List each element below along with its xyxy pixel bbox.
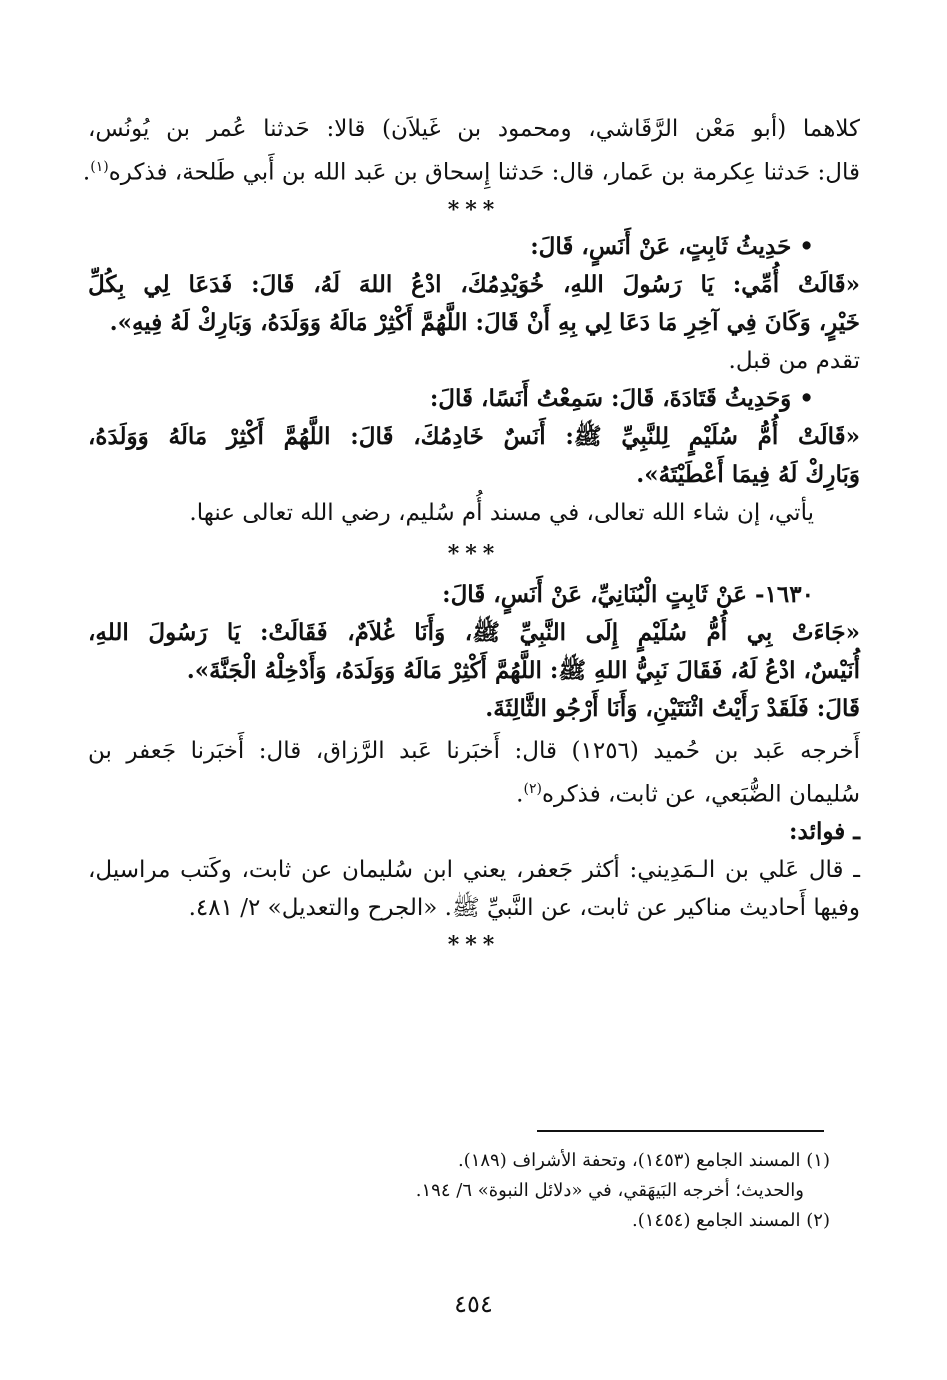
hadith-number-heading: ١٦٣٠- عَنْ ثَابِتٍ الْبُنَانِيِّ، عَنْ أَنَسٍ، قَالَ:	[442, 580, 814, 608]
hadith-heading: • حَدِيثُ ثَابِتٍ، عَنْ أَنَسٍ، قَالَ:	[530, 232, 814, 260]
footnote: والحديث؛ أخرجه البَيهَقي، في «دلائل النبوة» ٦/ ١٩٤.	[415, 1180, 804, 1201]
text-line: كلاهما (أبو مَعْن الرَّقَاشي، ومحمود بن غَيلاَن) قالا: حَدثنا عُمر بن يُونُس،	[88, 116, 860, 142]
hadith-text-line: «قَالَتْ أُمُّ سُلَيْمٍ لِلنَّبِيِّ ﷺ: أَنَسٌ خَادِمُكَ، قَالَ: اللَّهُمَّ أَكْثِرْ مَالَهُ وَوَلَدَهُ،	[88, 422, 860, 450]
section-separator: ***	[447, 932, 501, 959]
hadith-text-line: «قَالَتْ أُمِّي: يَا رَسُولَ اللهِ، خُوَيْدِمُكَ، ادْعُ اللهَ لَهُ، قَالَ: فَدَعَا لِي بِكُلِّ	[88, 270, 860, 298]
hadith-heading: • وَحَدِيثُ قَتَادَةَ، قَالَ: سَمِعْتُ أَنَسًا، قَالَ:	[429, 384, 814, 412]
text-line-body: قال: حَدثنا عِكرمة بن عَمار، قال: حَدثنا إِسحاق بن عَبد الله بن أَبي طَلحة، فذكره	[108, 159, 860, 186]
footnote-ref: (٢)	[523, 780, 542, 797]
section-separator: ***	[447, 540, 501, 567]
text-line	[82, 148, 860, 192]
footnote: (١) المسند الجامع (١٤٥٣)، وتحفة الأشراف (١٨٩).	[457, 1150, 830, 1171]
text-line: تقدم من قبل.	[728, 347, 860, 374]
hadith-text-line: خَيْرٍ، وَكَانَ فِي آخِرِ مَا دَعَا لِي بِهِ أَنْ قَالَ: اللَّهُمَّ أَكْثِرْ مَالَهُ وَوَلَدَهُ، وَبَارِكْ لَهُ فِيهِ».	[109, 308, 860, 336]
text-line-end: .	[516, 781, 524, 808]
main-text	[82, 110, 860, 963]
text-line-end: .	[82, 159, 91, 186]
text-line: ـ قال عَلي بن الـمَدِيني: أكثر جَعفر، يعني ابن سُليمان عن ثابت، وكَتب مراسيل،	[88, 857, 860, 884]
footnotes	[88, 1146, 830, 1236]
text-line	[88, 770, 860, 814]
hadith-text-line: قَالَ: فَلَقَدْ رَأَيْتُ اثْنَتَيْنِ، وَأَنَا أَرْجُو الثَّالِثَةَ.	[485, 694, 860, 722]
footnote-ref: (١)	[90, 159, 109, 175]
hadith-text-line: «جَاءَتْ بِي أُمُّ سُلَيْمٍ إِلَى النَّبِيِّ ﷺ، وَأَنَا غُلاَمٌ، فَقَالَتْ: يَا رَسُولَ اللهِ،	[88, 618, 860, 646]
footnote: (٢) المسند الجامع (١٤٥٤).	[632, 1210, 830, 1231]
footnote-rule	[537, 1130, 824, 1132]
section-separator: ***	[447, 196, 501, 223]
hadith-text-line: أُنَيْسٌ، ادْعُ لَهُ، فَقَالَ نَبِيُّ اللهِ ﷺ: اللَّهُمَّ أَكْثِرْ مَالَهُ وَوَلَدَهُ، وَأَدْخِلْهُ الْجَنَّةَ».	[186, 656, 860, 684]
benefits-heading: ـ فوائد:	[789, 818, 860, 846]
hadith-text-line: وَبَارِكْ لَهُ فِيمَا أَعْطَيْتَهُ».	[636, 460, 860, 488]
text-line: وفيها أَحاديث مناكير عن ثابت، عن النَّبيِّ ﷺ. «الجرح والتعديل» ٢/ ٤٨١.	[188, 895, 860, 922]
text-line: أَخرجه عَبد بن حُميد (١٢٥٦) قال: أَخبَرنا عَبد الرَّزاق، قال: أَخبَرنا جَعفر بن	[88, 737, 860, 764]
text-line-body: سُليمان الضُّبَعي، عن ثابت، فذكره	[541, 781, 860, 808]
text-line: يأتي، إن شاء الله تعالى، في مسند أُم سُليم، رضي الله تعالى عنها.	[189, 499, 814, 526]
page-number: ٤٥٤	[454, 1290, 493, 1318]
